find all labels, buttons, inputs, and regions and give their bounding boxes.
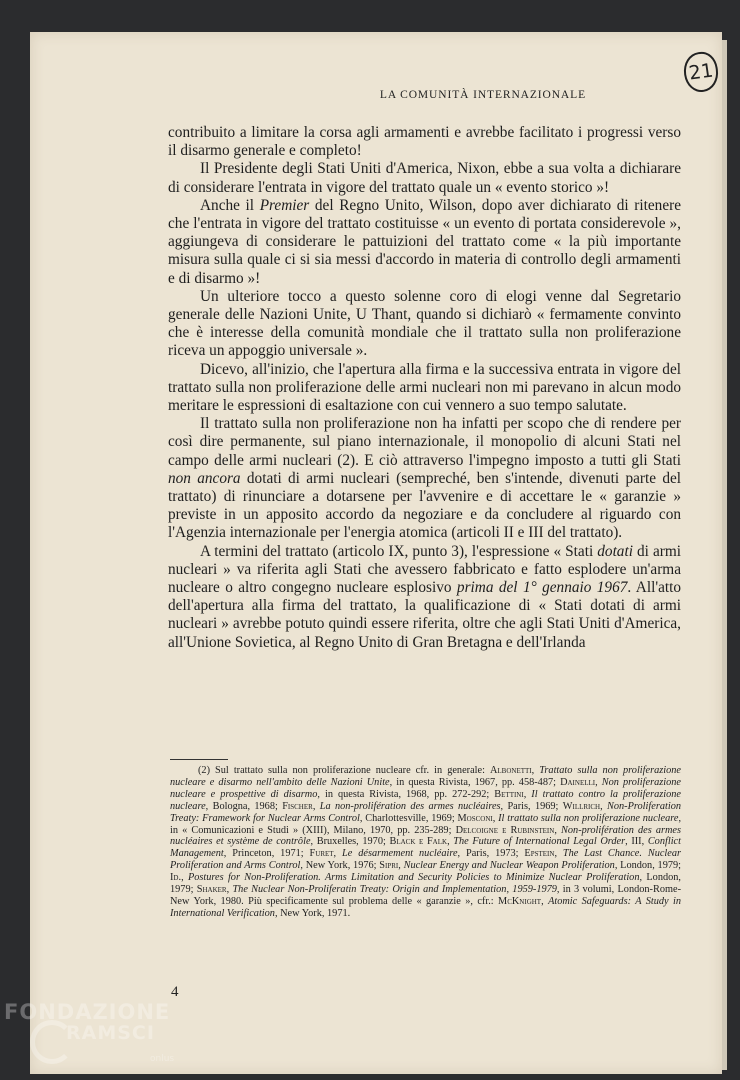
paragraph: Un ulteriore tocco a questo solenne coro di elogi venne dal Segretario generale delle Nazioni Unite, U Thant, quando si dichiarò « fermamente convinto che è interesse della comunità mondiale che il trattato sulla non proliferazione riceva un appoggio universale ». <box>168 287 681 360</box>
running-head: LA COMUNITÀ INTERNAZIONALE <box>379 89 586 101</box>
paragraph: Il Presidente degli Stati Uniti d'America, Nixon, ebbe a sua volta a dichiarare di considerare l'entrata in vigore del trattato quale un « evento storico »! <box>168 160 681 196</box>
page-edge <box>722 40 727 1070</box>
watermark-line2: RAMSCI <box>66 1022 155 1044</box>
body-text <box>168 124 681 652</box>
footnote-rule <box>170 759 228 760</box>
paragraph: Anche il Premier del Regno Unito, Wilson, dopo aver dichiarato di ritenere che l'entrata in vigore del trattato costituisse « un evento di portata considerevole », aggiungeva di considerare le pattuizioni del trattato come « la più importante misura sulla quale ci si sia messi d'accordo in materia di controllo degli armamenti e di disarmo »! <box>168 196 681 287</box>
paragraph: A termini del trattato (articolo IX, punto 3), l'espressione « Stati dotati di armi nucleari » va riferita agli Stati che avessero fabbricato e fatto esplodere un'arma nucleare o altro congegno nucleare esplosivo prima del 1° gennaio 1967. All'atto dell'apertura alla firma del trattato, la qualificazione di « Stati dotati di armi nucleari » avrebbe potuto quindi essere riferita, oltre che agli Stati Uniti d'America, all'Unione Sovietica, al Regno Unito di Gran Bretagna e dell'Irlanda <box>168 542 682 651</box>
page-folio: 4 <box>171 984 179 1000</box>
paragraph: contribuito a limitare la corsa agli armamenti e avrebbe facilitato i progressi verso il disarmo generale e completo! <box>168 124 681 160</box>
watermark-line1: FONDAZIONE <box>4 1000 171 1024</box>
paragraph: Dicevo, all'inizio, che l'apertura alla firma e la successiva entrata in vigore del trattato sulla non proliferazione delle armi nucleari non mi parevano in alcun modo meritare le espressioni di esaltazione con cui vennero a suo tempo salutate. <box>168 360 681 415</box>
paragraph: Il trattato sulla non proliferazione non ha infatti per scopo che di rendere per così dire permanente, sul piano internazionale, il monopolio di alcuni Stati nel campo delle armi nucleari (2). E ciò attraverso l'impegno imposto a tutti gli Stati non ancora dotati di armi nucleari (sempreché, ben s'intende, divenuti parte del trattato) di rinunciare a dotarsene per l'avvenire e di accettare le « garanzie » previste in un apposito accordo da negoziare e da concludere al riguardo con l'Agenzia internazionale per l'energia atomica (articoli II e III del trattato). <box>168 415 682 542</box>
fondazione-gramsci-watermark <box>0 996 215 1080</box>
watermark-onlus: onlus <box>150 1054 175 1064</box>
footnote: (2) Sul trattato sulla non proliferazione nucleare cfr. in generale: Albonetti, Trattato sulla non proliferazione nucleare e disarmo nell'ambito delle Nazioni Unite, in questa Rivista, 1967, pp. 458-487; Dainelli, Non proliferazione nucleare e prospettive di disarmo, in questa Rivista, 1968, pp. 272-292; Bettini, Il trattato contro la proliferazione nucleare, Bologna, 1968; Fischer, La non-prolifération des armes nucléaires, Paris, 1969; Willrich, Non-Proliferation Treaty: Framework for Nuclear Arms Control, Charlottesville, 1969; Mosconi, Il trattato sulla non proliferazione nucleare, in « Comunicazioni e Studi » (XIII), Milano, 1970, pp. 235-289; Delcoigne e Rubinstein, Non-prolifération des armes nucléaires et système de contrôle, Bruxelles, 1970; Black e Falk, The Future of International Legal Order, III, Conflict Management, Princeton, 1971; Furet, Le désarmement nucléaire, Paris, 1973; Epstein, The Last Chance. Nuclear Proliferation and Arms Control, New York, 1976; Sipri, Nuclear Energy and Nuclear Weapon Proliferation, London, 1979; Id., Postures for Non-Proliferation. Arms Limitation and Security Policies to Minimize Nuclear Proliferation, London, 1979; Shaker, The Nuclear Non-Proliferatin Treaty: Origin and Implementation, 1959-1979, in 3 volumi, London-Rome-New York, 1980. Più specificamente sul problema delle « garanzie », cfr.: McKnight, Atomic Safeguards: A Study in International Verification, New York, 1971. <box>170 765 682 919</box>
handwritten-page-number: 21 <box>681 50 720 94</box>
